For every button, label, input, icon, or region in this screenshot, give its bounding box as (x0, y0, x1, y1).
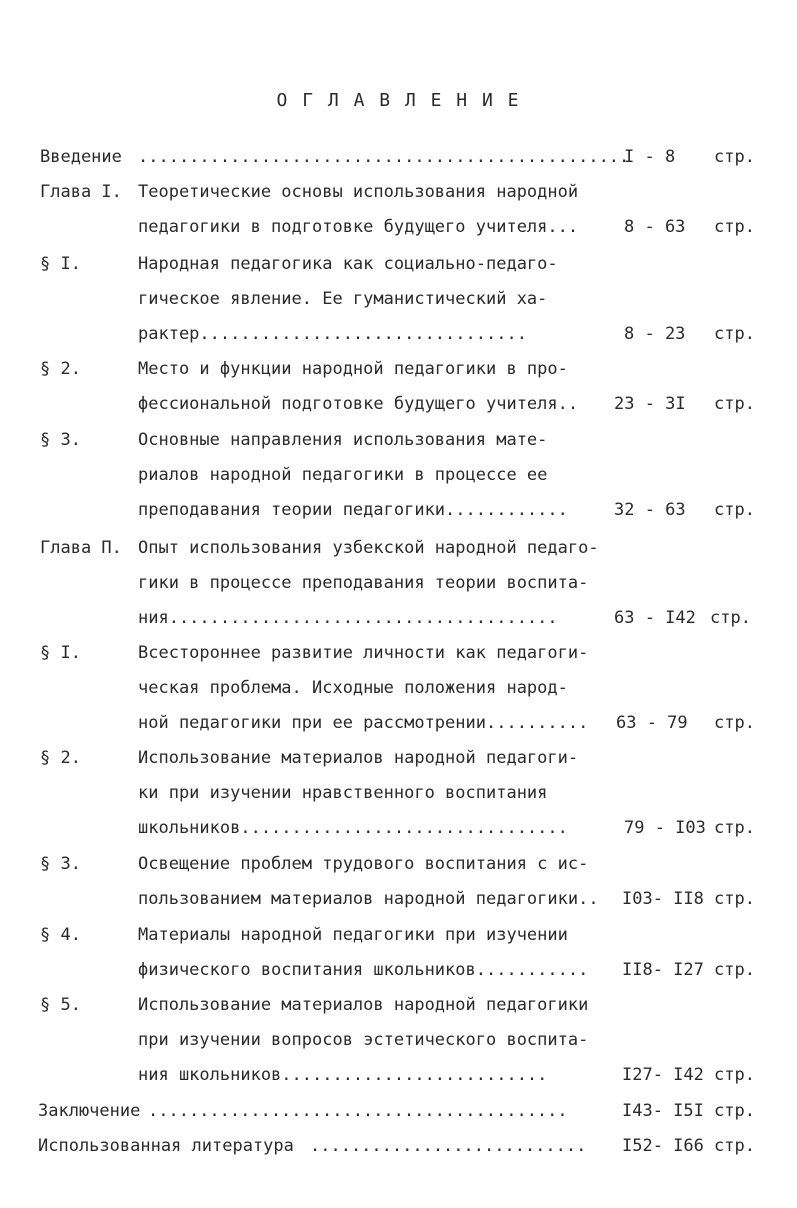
toc-line: рактер................................ (138, 324, 527, 344)
toc-unit: стр. (714, 960, 755, 980)
toc-unit: стр. (714, 394, 755, 414)
toc-label: Глава П. (40, 538, 122, 558)
toc-pages: 63 - I42 (614, 608, 696, 628)
toc-line: физического воспитания школьников........... (138, 960, 589, 980)
toc-unit: стр. (710, 608, 751, 628)
toc-line: фессиональной подготовке будущего учителя.. (138, 394, 579, 414)
toc-line: гики в процессе преподавания теории воспита- (138, 573, 589, 593)
toc-line: ки при изучении нравственного воспитания (138, 783, 548, 803)
toc-line: Опыт использования узбекской народной педаго- (138, 538, 599, 558)
toc-unit: стр. (714, 1065, 755, 1085)
toc-unit: стр. (714, 1101, 755, 1121)
toc-pages: I27- I42 (622, 1065, 704, 1085)
toc-line: педагогики в подготовке будущего учителя... (138, 217, 579, 237)
toc-label: § 2. (40, 748, 81, 768)
toc-line: Освещение проблем трудового воспитания с ис- (138, 854, 589, 874)
toc-line: Основные направления использования мате- (138, 430, 548, 450)
toc-label: § I. (40, 643, 81, 663)
toc-line: Использование материалов народной педагоги- (138, 748, 579, 768)
toc-pages: 8 - 23 (624, 324, 686, 344)
toc-line: Место и функции народной педагогики в про- (138, 359, 568, 379)
toc-line: преподавания теории педагогики............ (138, 500, 568, 520)
toc-pages: I52- I66 (622, 1136, 704, 1156)
toc-line: ния...................................... (138, 608, 558, 628)
toc-line: при изучении вопросов эстетического воспита- (138, 1030, 589, 1050)
toc-pages: I43- I5I (622, 1101, 704, 1121)
toc-line: ................................................ (138, 147, 630, 167)
toc-line: риалов народной педагогики в процессе ее (138, 465, 548, 485)
toc-line: Использование материалов народной педагогики (138, 995, 589, 1015)
toc-label: § 2. (40, 359, 81, 379)
toc-unit: стр. (714, 889, 755, 909)
toc-line: ния школьников.......................... (138, 1065, 548, 1085)
toc-line: Теоретические основы использования народной (138, 182, 579, 202)
toc-pages: I03- II8 (622, 889, 704, 909)
toc-label: § 3. (40, 854, 81, 874)
toc-unit: стр. (714, 713, 755, 733)
toc-unit: стр. (714, 324, 755, 344)
toc-line: школьников................................ (138, 818, 568, 838)
toc-pages: 63 - 79 (616, 713, 688, 733)
toc-pages: I - 8 (624, 147, 676, 167)
toc-unit: стр. (714, 147, 755, 167)
toc-unit: стр. (714, 1136, 755, 1156)
toc-line: ческая проблема. Исходные положения народ- (138, 678, 568, 698)
toc-line: ........................... (310, 1136, 587, 1156)
toc-pages: 23 - 3I (614, 394, 686, 414)
toc-pages: 79 - I03 (624, 818, 706, 838)
toc-label: § 4. (40, 925, 81, 945)
toc-label: Глава I. (40, 182, 122, 202)
toc-label: Заключение (38, 1101, 141, 1121)
toc-line: ......................................... (148, 1101, 568, 1121)
toc-label: § 3. (40, 430, 81, 450)
toc-line: ной педагогики при ее рассмотрении.......... (138, 713, 589, 733)
toc-line: гическое явление. Ее гуманистический ха- (138, 289, 548, 309)
toc-label: § I. (40, 254, 81, 274)
toc-line: Всестороннее развитие личности как педагоги- (138, 643, 589, 663)
toc-unit: стр. (714, 217, 755, 237)
toc-label: § 5. (40, 995, 81, 1015)
toc-unit: стр. (714, 500, 755, 520)
toc-pages: 8 - 63 (624, 217, 686, 237)
toc-label: Использованная литература (38, 1136, 294, 1156)
toc-pages: II8- I27 (622, 960, 704, 980)
toc-line: Народная педагогика как социально-педаго- (138, 254, 558, 274)
toc-pages: 32 - 63 (614, 500, 686, 520)
toc-label: Введение (40, 147, 122, 167)
toc-line: Материалы народной педагогики при изучении (138, 925, 568, 945)
toc-line: пользованием материалов народной педагогики.. (138, 889, 599, 909)
page-title: О Г Л А В Л Е Н И Е (276, 90, 521, 111)
toc-unit: стр. (714, 818, 755, 838)
